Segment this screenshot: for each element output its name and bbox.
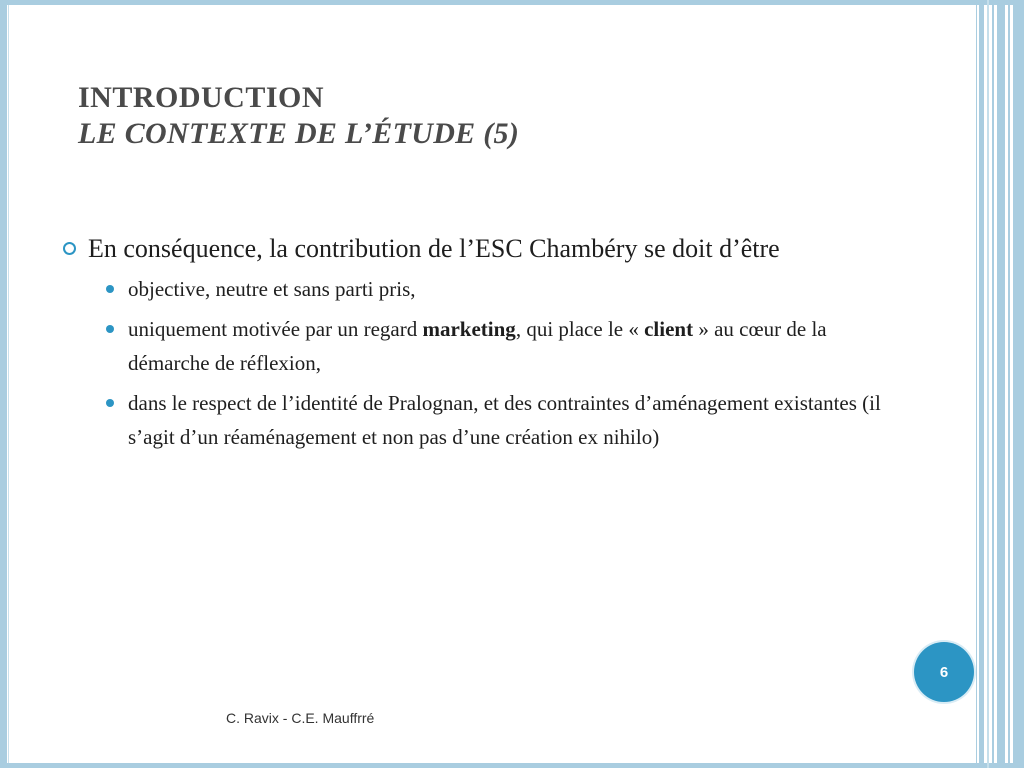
sub-bullet-text-part: , qui place le « xyxy=(515,317,645,341)
page-number-badge: 6 xyxy=(914,642,974,702)
bold-term-client: client xyxy=(644,317,694,341)
frame-inner-left-line xyxy=(8,5,9,763)
title-line-1: INTRODUCTION xyxy=(78,81,325,114)
footer-authors: C. Ravix - C.E. Mauffrré xyxy=(226,710,375,726)
stripe xyxy=(992,0,994,768)
ring-bullet-icon xyxy=(63,242,76,255)
slide-title xyxy=(78,80,519,152)
dot-bullet-icon xyxy=(106,399,114,407)
main-bullet-text: En conséquence, la contribution de l’ESC Chambéry se doit d’être xyxy=(88,234,780,263)
sub-bullet-1 xyxy=(58,272,888,306)
dot-bullet-icon xyxy=(106,285,114,293)
slide-content xyxy=(58,230,888,460)
sub-bullet-text: objective, neutre et sans parti pris, xyxy=(128,277,416,301)
stripe xyxy=(987,0,989,768)
sub-bullet-text-part: uniquement motivée par un regard xyxy=(128,317,423,341)
stripe xyxy=(979,0,984,768)
stripe xyxy=(976,0,977,768)
sub-bullet-2 xyxy=(58,312,888,380)
main-bullet xyxy=(58,230,888,268)
sub-bullet-text-part: » au cœur de la démarche de réflexion, xyxy=(128,317,827,375)
stripe xyxy=(997,0,1005,768)
stripe xyxy=(1013,0,1024,768)
sub-bullet-list xyxy=(58,272,888,454)
bold-term-marketing: marketing xyxy=(422,317,516,341)
sub-bullet-3 xyxy=(58,386,888,454)
frame-left-border xyxy=(0,0,7,768)
sub-bullet-text: dans le respect de l’identité de Pralognan, et des contraintes d’aménagement existantes (il s’agit d’un réaménagement et non pas d’une création ex nihilo) xyxy=(128,391,881,449)
stripe xyxy=(1008,0,1010,768)
title-line-2: LE CONTEXTE DE L’ÉTUDE (5) xyxy=(78,117,520,150)
frame-bottom-border xyxy=(0,763,1024,768)
right-decorative-stripes xyxy=(976,0,1024,768)
frame-top-border xyxy=(0,0,1024,5)
dot-bullet-icon xyxy=(106,325,114,333)
